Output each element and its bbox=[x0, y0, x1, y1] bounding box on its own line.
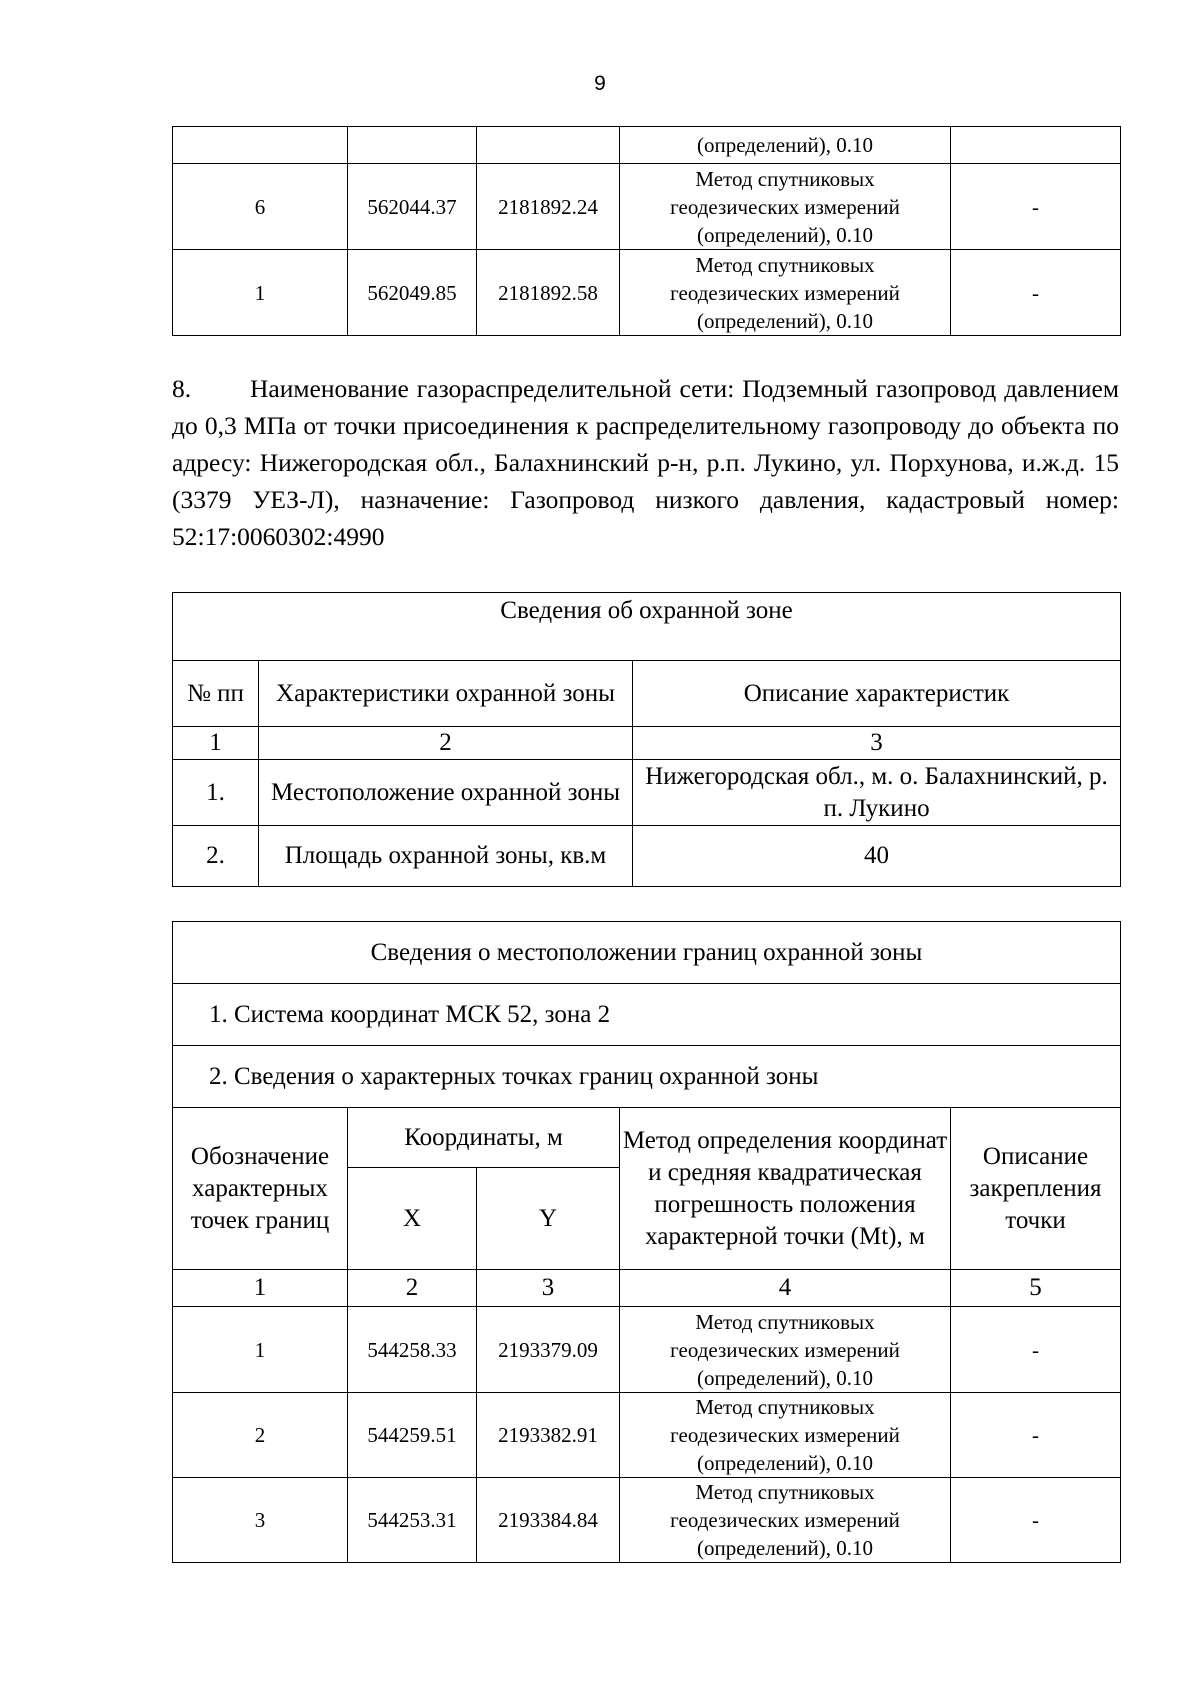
description-cell: - bbox=[951, 1393, 1121, 1478]
method-line: (определений), 0.10 bbox=[696, 308, 874, 333]
y-cell: 2193384.84 bbox=[477, 1478, 620, 1563]
index-cell: 5 bbox=[951, 1270, 1121, 1307]
coordinate-system: 1. Система координат МСК 52, зона 2 bbox=[173, 984, 1121, 1046]
table-row bbox=[173, 1478, 1121, 1563]
table-row bbox=[173, 164, 1121, 250]
table-index-row bbox=[173, 1270, 1121, 1307]
index-cell: 2 bbox=[259, 727, 633, 760]
method-cell bbox=[620, 250, 951, 336]
row-num: 2. bbox=[173, 826, 259, 887]
index-cell: 1 bbox=[173, 1270, 348, 1307]
x-cell: 544253.31 bbox=[348, 1478, 477, 1563]
method-line: Метод спутниковых bbox=[695, 166, 875, 191]
method-cell: (определений), 0.10 bbox=[620, 127, 951, 164]
point-cell: 6 bbox=[173, 164, 348, 250]
zone-table-title: Сведения об охранной зоне bbox=[173, 593, 1121, 661]
method-line: геодезических измерений bbox=[670, 1508, 900, 1532]
method-line: (определений), 0.10 bbox=[696, 1451, 874, 1475]
protection-zone-table bbox=[172, 592, 1121, 887]
description-cell: - bbox=[951, 1478, 1121, 1563]
method-cell bbox=[620, 1307, 951, 1393]
row-characteristic: Местоположение охранной зоны bbox=[259, 760, 633, 826]
header-method: Метод определения координат и средняя квадратическая погрешность положения характерной точки (Mt), м bbox=[620, 1108, 951, 1270]
method-cell bbox=[620, 164, 951, 250]
header-num: № пп bbox=[173, 661, 259, 727]
x-cell: 562044.37 bbox=[348, 164, 477, 250]
method-line: геодезических измерений bbox=[670, 194, 900, 219]
header-designation: Обозначение характерных точек границ bbox=[173, 1108, 348, 1270]
method-cell bbox=[620, 1478, 951, 1563]
table-row bbox=[173, 250, 1121, 336]
table-header-row bbox=[173, 1108, 1121, 1168]
header-coordinates: Координаты, м bbox=[348, 1108, 620, 1168]
y-cell: 2193379.09 bbox=[477, 1307, 620, 1393]
description-cell: - bbox=[951, 1307, 1121, 1393]
x-cell: 562049.85 bbox=[348, 250, 477, 336]
page-number: 9 bbox=[594, 72, 606, 95]
method-line: Метод спутниковых bbox=[695, 252, 875, 277]
method-line: (определений), 0.10 bbox=[696, 1365, 874, 1390]
table-header-row bbox=[173, 661, 1121, 727]
index-cell: 4 bbox=[620, 1270, 951, 1307]
header-characteristic: Характеристики охранной зоны bbox=[259, 661, 633, 727]
section-number: 8. bbox=[172, 374, 192, 403]
y-cell: 2181892.24 bbox=[477, 164, 620, 250]
section-8-paragraph bbox=[172, 370, 1119, 555]
points-section-title: 2. Сведения о характерных точках границ охранной зоны bbox=[173, 1046, 1121, 1108]
index-cell: 3 bbox=[477, 1270, 620, 1307]
index-cell: 1 bbox=[173, 727, 259, 760]
method-line: (определений), 0.10 bbox=[696, 1536, 874, 1560]
description-cell bbox=[951, 127, 1121, 164]
header-description: Описание характеристик bbox=[633, 661, 1121, 727]
table-row bbox=[173, 826, 1121, 887]
header-y: Y bbox=[477, 1168, 620, 1270]
header-x: X bbox=[348, 1168, 477, 1270]
y-cell: 2181892.58 bbox=[477, 250, 620, 336]
index-cell: 2 bbox=[348, 1270, 477, 1307]
description-cell: - bbox=[951, 250, 1121, 336]
x-cell bbox=[348, 127, 477, 164]
x-cell: 544258.33 bbox=[348, 1307, 477, 1393]
point-cell: 2 bbox=[173, 1393, 348, 1478]
description-cell: - bbox=[951, 164, 1121, 250]
table-row bbox=[173, 984, 1121, 1046]
point-cell: 1 bbox=[173, 1307, 348, 1393]
point-cell bbox=[173, 127, 348, 164]
row-description: Нижегородская обл., м. о. Балахнинский, р. п. Лукино bbox=[633, 760, 1121, 826]
index-cell: 3 bbox=[633, 727, 1121, 760]
x-cell: 544259.51 bbox=[348, 1393, 477, 1478]
table-row bbox=[173, 760, 1121, 826]
point-cell: 1 bbox=[173, 250, 348, 336]
method-line: (определений), 0.10 bbox=[696, 222, 874, 247]
table-index-row bbox=[173, 727, 1121, 760]
method-line: геодезических измерений bbox=[670, 1337, 900, 1362]
method-line: Метод спутниковых bbox=[695, 1480, 875, 1504]
table-row bbox=[173, 1393, 1121, 1478]
row-characteristic: Площадь охранной зоны, кв.м bbox=[259, 826, 633, 887]
table-row bbox=[173, 1307, 1121, 1393]
table-title-row bbox=[173, 922, 1121, 984]
table-row bbox=[173, 1046, 1121, 1108]
y-cell bbox=[477, 127, 620, 164]
row-num: 1. bbox=[173, 760, 259, 826]
method-line: геодезических измерений bbox=[670, 1423, 900, 1447]
table-row bbox=[173, 127, 1121, 164]
point-cell: 3 bbox=[173, 1478, 348, 1563]
y-cell: 2193382.91 bbox=[477, 1393, 620, 1478]
header-fixing: Описание закрепления точки bbox=[951, 1108, 1121, 1270]
row-description: 40 bbox=[633, 826, 1121, 887]
method-cell bbox=[620, 1393, 951, 1478]
method-line: геодезических измерений bbox=[670, 280, 900, 305]
section-text: Наименование газораспределительной сети: Подземный газопровод давлением до 0,3 МПа от точки присоединения к распределительному газопроводу до объекта по адресу: Нижегородская обл., Балахнинский р-н, р.п. Лукино, ул. Порхунова, и.ж.д. 15 (3379 УЕЗ-Л), назначение: Газопровод низкого давления, кадастровый номер: 52:17:0060302:4990 bbox=[172, 374, 1119, 551]
top-coordinates-table bbox=[172, 126, 1121, 336]
method-line: Метод спутниковых bbox=[695, 1395, 875, 1419]
method-line: Метод спутниковых bbox=[695, 1309, 875, 1334]
table-title-row bbox=[173, 593, 1121, 661]
boundaries-table-title: Сведения о местоположении границ охранной зоны bbox=[173, 922, 1121, 984]
boundaries-table bbox=[172, 921, 1121, 1563]
